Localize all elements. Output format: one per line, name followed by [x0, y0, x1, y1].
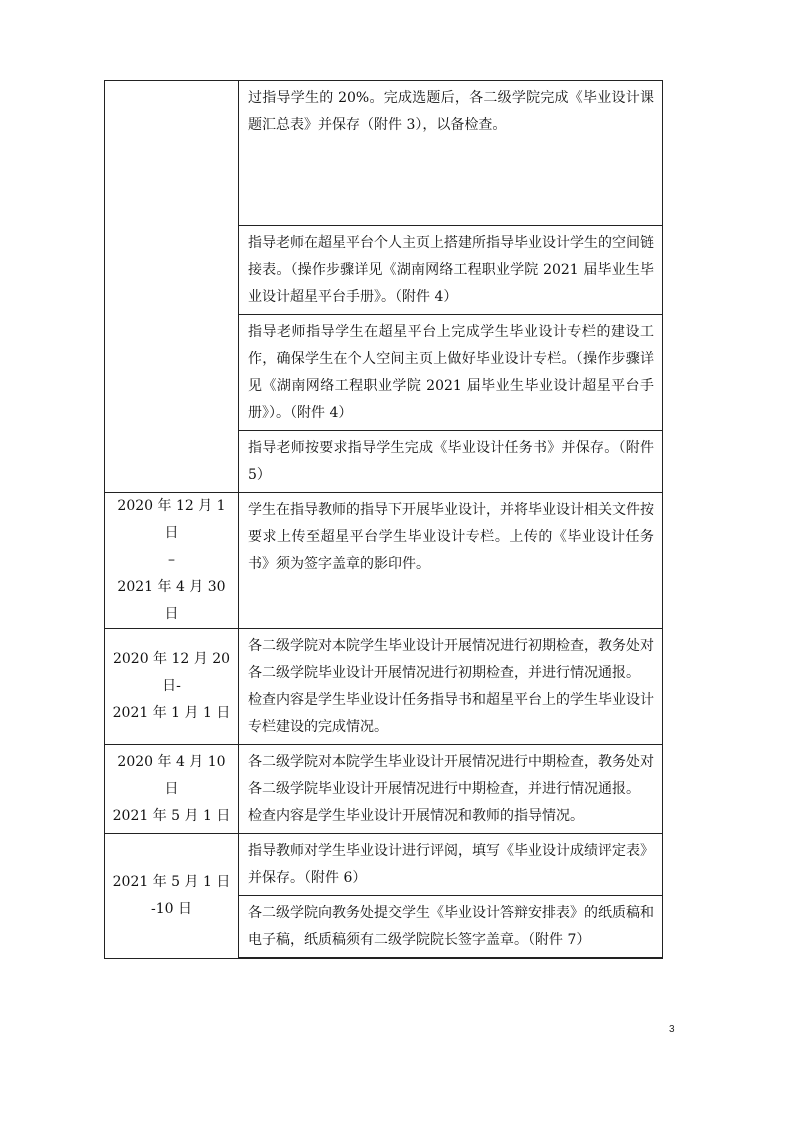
- date-cell: [105, 81, 239, 493]
- task-text: 指导老师在超星平台个人主页上搭建所指导毕业设计学生的空间链接表。（操作步骤详见《湖南网络工程职业学院 2021 届毕业生毕业设计超星平台手册》。（附件 4）: [248, 235, 654, 305]
- task-cell: [239, 431, 663, 493]
- date-line: -10 日: [151, 900, 192, 917]
- task-cell: [239, 745, 663, 834]
- table-row: [105, 834, 663, 896]
- task-text: 指导老师按要求指导学生完成《毕业设计任务书》并保存。（附件 5）: [248, 440, 654, 483]
- task-text: 检查内容是学生毕业设计开展情况和教师的指导情况。: [248, 808, 584, 824]
- task-text: 指导老师指导学生在超星平台上完成学生毕业设计专栏的建设工作，确保学生在个人空间主页上做好毕业设计专栏。（操作步骤详见《湖南网络工程职业学院 2021 届毕业生毕业设计超星平台手册》）。（附件 4）: [248, 324, 654, 421]
- table-row: [105, 629, 663, 745]
- date-cell: [105, 834, 239, 959]
- date-cell: [105, 629, 239, 745]
- task-text: 各二级学院向教务处提交学生《毕业设计答辩安排表》的纸质稿和电子稿，纸质稿须有二级学院院长签字盖章。（附件 7）: [248, 905, 654, 948]
- task-text: 检查内容是学生毕业设计任务指导书和超星平台上的学生毕业设计专栏建设的完成情况。: [248, 692, 654, 735]
- date-line: 2020 年 4 月 10 日: [117, 753, 226, 797]
- date-line: 日-: [162, 678, 181, 694]
- task-cell: [239, 896, 663, 959]
- date-line: 2021 年 4 月 30 日: [117, 579, 226, 622]
- task-text: 各二级学院对本院学生毕业设计开展情况进行初期检查，教务处对各二级学院毕业设计开展情况进行初期检查，并进行情况通报。: [248, 638, 654, 681]
- date-line: 2021 年 5 月 1 日: [112, 807, 231, 824]
- date-line: 2020 年 12 月 20: [112, 651, 231, 667]
- task-cell: [239, 315, 663, 431]
- task-text: 学生在指导教师的指导下开展毕业设计，并将毕业设计相关文件按要求上传至超星平台学生毕业设计专栏。上传的《毕业设计任务书》须为签字盖章的影印件。: [248, 502, 654, 572]
- date-line: 2021 年 1 月 1 日: [112, 705, 231, 721]
- table-row: [105, 81, 663, 226]
- task-cell: [239, 629, 663, 745]
- date-cell: [105, 745, 239, 834]
- schedule-table: [104, 80, 663, 959]
- page-number: 3: [669, 1024, 675, 1035]
- date-cell: [105, 493, 239, 629]
- task-cell: [239, 226, 663, 315]
- date-line: 2021 年 5 月 1 日: [112, 873, 231, 890]
- task-text: 各二级学院对本院学生毕业设计开展情况进行中期检查，教务处对各二级学院毕业设计开展情况进行中期检查，并进行情况通报。: [248, 754, 654, 797]
- task-text: 指导教师对学生毕业设计进行评阅，填写《毕业设计成绩评定表》并保存。（附件 6）: [248, 843, 654, 886]
- date-line: –: [168, 552, 175, 568]
- table-row: [105, 493, 663, 629]
- date-line: 2020 年 12 月 1 日: [117, 498, 226, 541]
- task-cell: [239, 834, 663, 896]
- table-row: [105, 745, 663, 834]
- task-cell: [239, 493, 663, 629]
- task-text: 过指导学生的 20%。完成选题后，各二级学院完成《毕业设计课题汇总表》并保存（附件 3），以备检查。: [248, 90, 654, 133]
- task-cell: [239, 81, 663, 226]
